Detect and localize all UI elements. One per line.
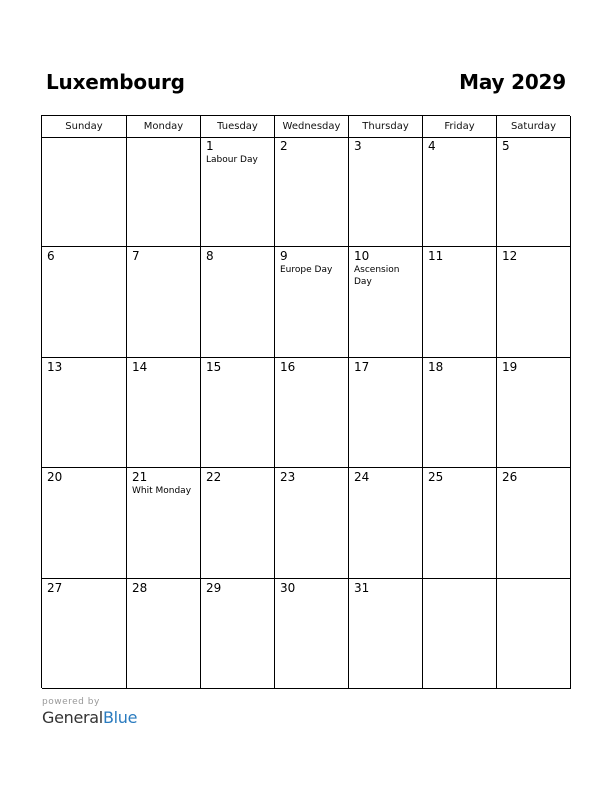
- day-number: 5: [502, 139, 510, 153]
- weekday-header-row: [42, 116, 570, 137]
- day-cell: [42, 358, 127, 468]
- day-cell: [349, 358, 423, 468]
- day-number: 24: [354, 470, 370, 485]
- day-cell: [497, 468, 571, 578]
- day-cell: [42, 468, 127, 578]
- day-cell: [275, 137, 349, 247]
- holiday-label: Labour Day: [206, 155, 258, 165]
- weekday-saturday: Saturday: [497, 116, 571, 138]
- day-cell: [423, 579, 497, 689]
- day-cell: [275, 579, 349, 689]
- day-number: 10: [354, 249, 370, 264]
- day-number: 18: [428, 359, 444, 374]
- day-number: 16: [280, 359, 296, 374]
- generalblue-logo: [42, 708, 137, 727]
- day-cell: [127, 579, 201, 689]
- day-cell: [275, 358, 349, 468]
- country-title: Luxembourg: [46, 70, 185, 94]
- day-cell: [127, 247, 201, 357]
- brand-blue-text: Blue: [102, 708, 138, 727]
- day-number: 1: [206, 139, 214, 153]
- day-cell: [423, 137, 497, 247]
- weekday-sunday: Sunday: [42, 116, 127, 138]
- day-cell: [497, 579, 571, 689]
- day-cell: [349, 468, 423, 578]
- day-number: 13: [47, 359, 63, 374]
- day-number: 7: [132, 249, 140, 264]
- calendar-header: [46, 70, 566, 98]
- day-cell: [349, 579, 423, 689]
- powered-by-text: powered by: [42, 697, 100, 707]
- day-cell: [275, 468, 349, 578]
- weekday-thursday: Thursday: [349, 116, 423, 138]
- weekday-tuesday: Tuesday: [201, 116, 275, 138]
- brand-general-text: General: [42, 708, 103, 727]
- day-number: 30: [280, 580, 296, 595]
- footer-branding: [42, 697, 137, 727]
- day-number: 9: [280, 249, 288, 264]
- day-number: 22: [206, 470, 222, 485]
- day-cell: [275, 247, 349, 357]
- day-number: 6: [47, 249, 55, 264]
- day-cell: [201, 137, 275, 247]
- day-number: 12: [502, 249, 518, 264]
- day-cell: [42, 247, 127, 357]
- month-year-title: May 2029: [459, 70, 566, 94]
- day-number: 25: [428, 470, 444, 485]
- day-number: 21: [132, 470, 148, 485]
- day-cell: [349, 137, 423, 247]
- day-cell: [42, 579, 127, 689]
- day-number: 19: [502, 359, 518, 374]
- calendar-grid: [41, 115, 570, 688]
- day-cell: [201, 579, 275, 689]
- day-number: 28: [132, 580, 148, 595]
- day-cell: [497, 137, 571, 247]
- day-cell: [127, 137, 201, 247]
- day-cell: [201, 247, 275, 357]
- weeks-grid: [42, 137, 570, 689]
- day-cell: [127, 468, 201, 578]
- day-cell: [497, 358, 571, 468]
- day-number: 17: [354, 359, 370, 374]
- day-cell: [349, 247, 423, 357]
- weekday-wednesday: Wednesday: [275, 116, 349, 138]
- day-cell: [497, 247, 571, 357]
- day-cell: [201, 358, 275, 468]
- day-cell: [42, 137, 127, 247]
- day-cell: [201, 468, 275, 578]
- day-number: 8: [206, 249, 214, 264]
- weekday-monday: Monday: [127, 116, 201, 138]
- day-number: 27: [47, 580, 63, 595]
- day-cell: [423, 358, 497, 468]
- day-cell: [127, 358, 201, 468]
- day-number: 23: [280, 470, 296, 485]
- holiday-label: Ascension Day: [354, 265, 400, 288]
- day-number: 3: [354, 139, 362, 153]
- day-number: 4: [428, 139, 436, 153]
- day-number: 14: [132, 359, 148, 374]
- day-number: 11: [428, 249, 444, 264]
- day-number: 29: [206, 580, 222, 595]
- day-cell: [423, 247, 497, 357]
- weekday-friday: Friday: [423, 116, 497, 138]
- day-number: 15: [206, 359, 222, 374]
- day-number: 20: [47, 470, 63, 485]
- day-number: 26: [502, 470, 518, 485]
- holiday-label: Whit Monday: [132, 486, 192, 497]
- day-number: 2: [280, 139, 288, 153]
- day-number: 31: [354, 580, 370, 595]
- holiday-label: Europe Day: [280, 265, 333, 276]
- day-cell: [423, 468, 497, 578]
